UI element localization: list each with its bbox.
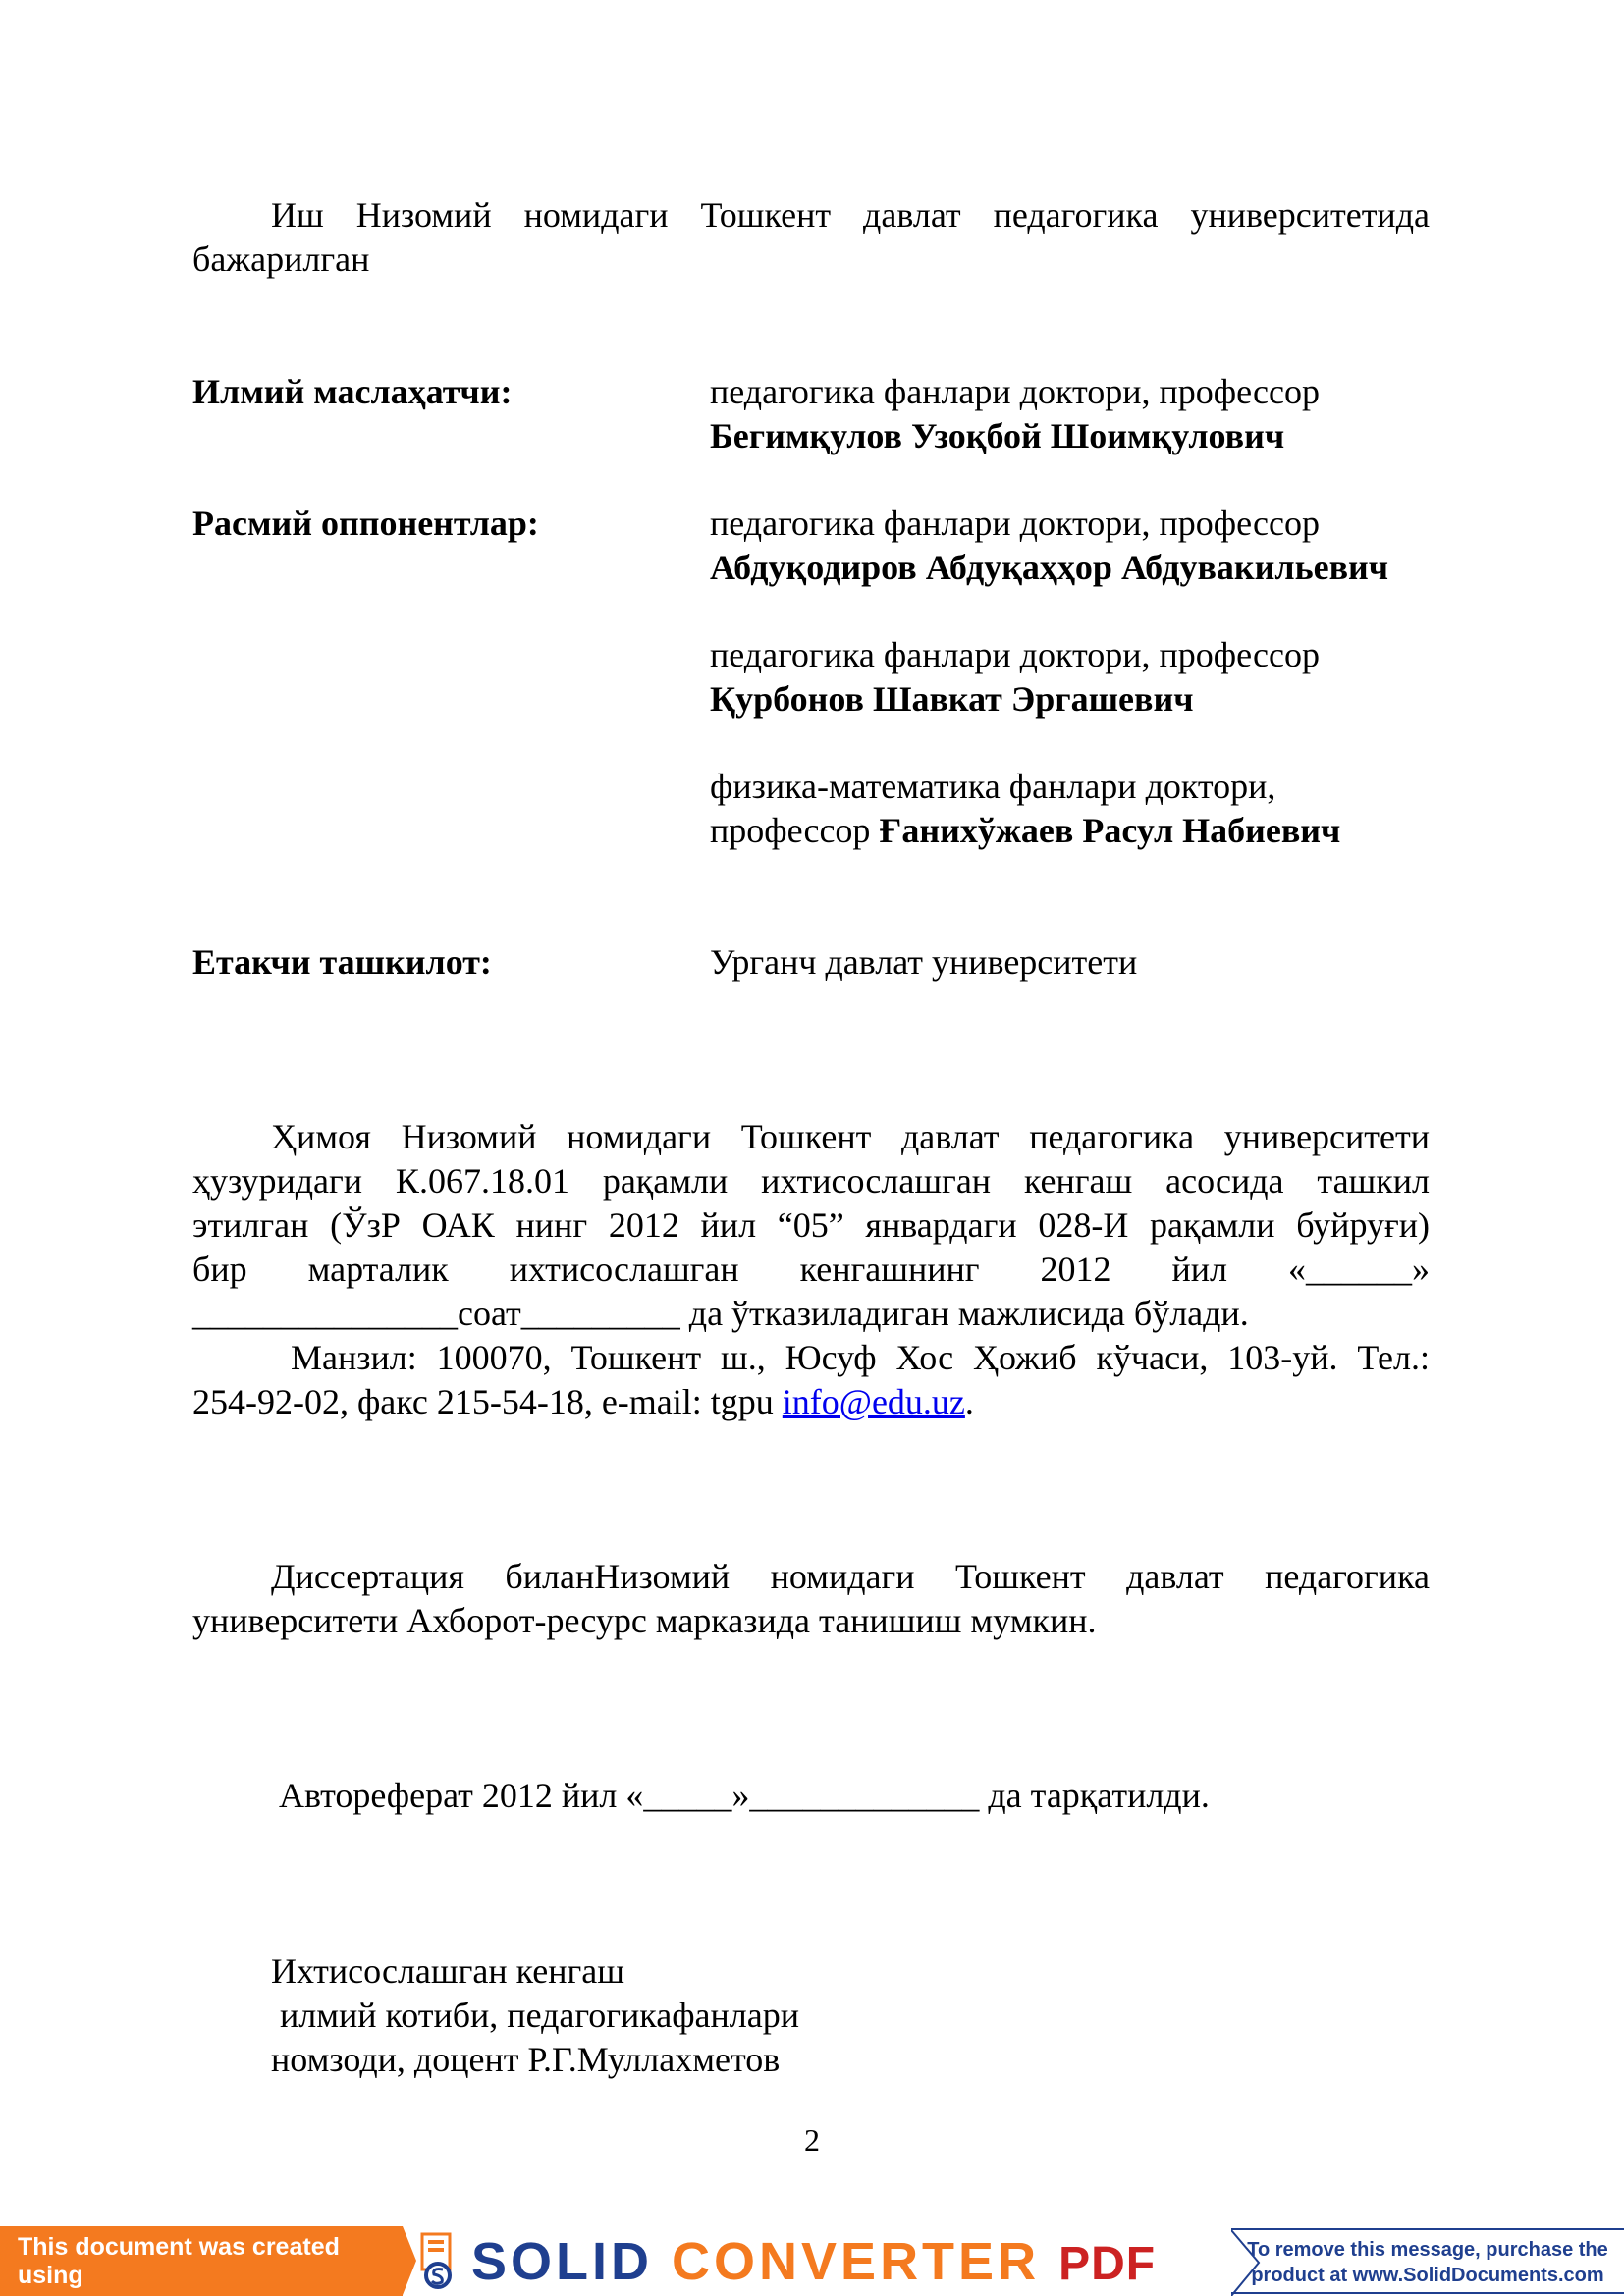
address-line-1: Манзил: 100070, Тошкент ш., Юсуф Хос Ҳожиб кўчаси, 103-уй. Тел.: <box>291 1338 1430 1377</box>
lead-org-label: Етакчи ташкилот: <box>192 942 492 982</box>
banner-left-text: This document was created using <box>0 2226 403 2296</box>
opponent-1-name: Абдуқодиров Абдуқаҳҳор Абдувакильевич <box>710 548 1389 587</box>
defense-line-5: _______________соат_________ да ўтказиладиган мажлисида бўлади. <box>192 1294 1249 1333</box>
opponent-3-title2: профессор <box>710 811 871 850</box>
solid-logo-icon <box>418 2232 458 2289</box>
address-line-2 <box>192 1380 974 1424</box>
supervisor-name: Бегимқулов Узоқбой Шоимқулович <box>710 416 1285 455</box>
banner-right-line-1: To remove this message, purchase the <box>1247 2239 1608 2261</box>
brand-solid: SOLID <box>471 2232 654 2291</box>
banner-arrow <box>403 2226 416 2295</box>
brand-pdf: PDF <box>1058 2238 1157 2290</box>
opponent-3-title: физика-математика фанлари доктори, <box>710 767 1276 806</box>
defense-line-1: Ҳимоя Низомий номидаги Тошкент давлат педагогика университети <box>271 1117 1430 1156</box>
banner-right-line-2: product at www.SolidDocuments.com <box>1251 2265 1604 2286</box>
defense-line-3: этилган (ЎзР ОАК нинг 2012 йил “05” январдаги 028-И рақамли буйруғи) <box>192 1205 1430 1245</box>
opponent-3-name: Ғанихўжаев Расул Набиевич <box>879 811 1341 850</box>
dissertation-line-2: университети Ахборот-ресурс марказида танишиш мумкин. <box>192 1601 1097 1640</box>
banner-purchase-notice[interactable] <box>1231 2228 1624 2294</box>
opponent-2-name: Қурбонов Шавкат Эргашевич <box>710 679 1194 719</box>
intro-line-2: бажарилган <box>192 240 370 279</box>
dissertation-line-1: Диссертация биланНизомий номидаги Тошкент давлат педагогика <box>271 1557 1430 1596</box>
secretary-line-1: Ихтисослашган кенгаш <box>271 1951 624 1991</box>
secretary-line-2: илмий котиби, педагогикафанлари <box>271 1996 799 2035</box>
secretary-line-3: номзоди, доцент Р.Г.Муллахметов <box>271 2040 781 2079</box>
chevron-right-icon <box>1231 2230 1261 2296</box>
supervisor-title: педагогика фанлари доктори, профессор <box>710 372 1320 411</box>
defense-line-4: бир марталик ихтисослашган кенгашнинг 2012 йил «______» <box>192 1250 1430 1289</box>
converter-banner <box>0 2226 1624 2296</box>
brand-converter: CONVERTER <box>672 2232 1041 2291</box>
banner-brand <box>471 2232 1156 2291</box>
address-contacts: 254-92-02, факс 215-54-18, e-mail: tgpu <box>192 1382 783 1421</box>
email-link[interactable]: info@edu.uz <box>782 1382 965 1421</box>
opponents-label: Расмий оппонентлар: <box>192 504 539 543</box>
address-end: . <box>964 1382 974 1421</box>
supervisor-label: Илмий маслаҳатчи: <box>192 372 513 411</box>
intro-line-1: Иш Низомий номидаги Тошкент давлат педагогика университетида <box>271 195 1430 235</box>
autoreferat-line: Автореферат 2012 йил «_____»_____________ да тарқатилди. <box>279 1776 1210 1815</box>
opponent-2-title: педагогика фанлари доктори, профессор <box>710 635 1320 674</box>
defense-line-2: ҳузуридаги К.067.18.01 рақамли ихтисослашган кенгаш асосида ташкил <box>192 1161 1430 1201</box>
page-number: 2 <box>804 2122 820 2158</box>
lead-org-value: Урганч давлат университети <box>710 942 1138 982</box>
opponent-3-line2 <box>710 809 1340 853</box>
opponent-1-title: педагогика фанлари доктори, профессор <box>710 504 1320 543</box>
